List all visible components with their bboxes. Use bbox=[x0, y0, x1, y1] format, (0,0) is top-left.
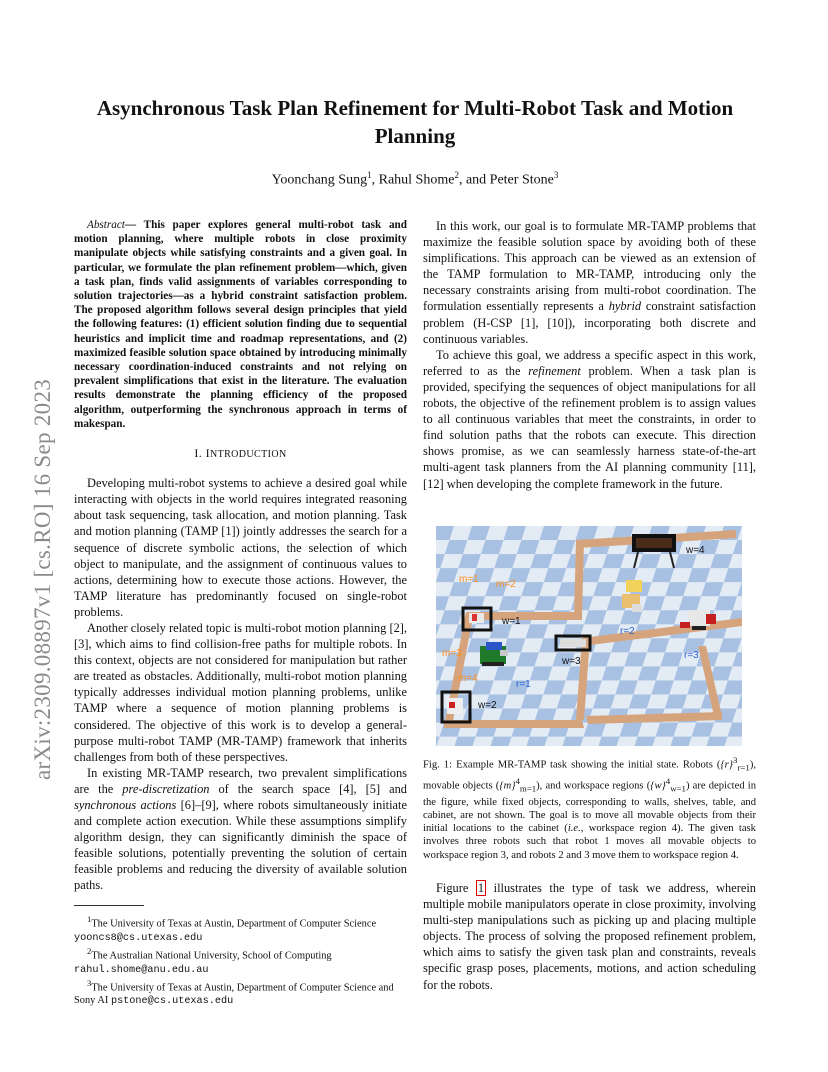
figure-1-caption bbox=[423, 754, 756, 862]
section-rest: NTRODUCTION bbox=[209, 449, 287, 461]
emphasis: synchronous actions bbox=[74, 798, 177, 813]
affiliation-mark: 1 bbox=[367, 170, 372, 180]
abstract-dash: — bbox=[124, 219, 144, 231]
abstract bbox=[74, 218, 407, 431]
footnote-mark: 2 bbox=[87, 945, 92, 956]
footnote-3 bbox=[74, 977, 407, 1009]
footnote-text: The University of Texas at Austin, Department of Computer Science and Sony AI bbox=[74, 982, 394, 1007]
math: {w} bbox=[650, 780, 666, 792]
footnote-2 bbox=[74, 945, 407, 977]
label-w3: w=3 bbox=[562, 656, 581, 667]
math-superscript: 3 bbox=[733, 755, 738, 765]
text-run: , workspace region 4). The given task involves three robots such that robot 1 moves all movable objects to workspace region 3, and robots 2 and 3 move them to workspace region 4. bbox=[423, 823, 756, 861]
text-run: problem. When a task plan is provided, specifying the sequences of object manipulations for all robots, the objective of the refinement problem is to assign values to all continuous variables that meet the constraints, in order to find solution paths that the robots can execute. This direction shows promise, as we can seamlessly harness state-of-the-art multi-agent task planners from the AI planning community [11], [12] when developing the complete framework in the future. bbox=[423, 363, 756, 491]
math-subscript: r=1 bbox=[737, 762, 750, 773]
abstract-text: This paper explores general multi-robot task and motion planning, where multiple robots in close proximity manipulate objects while satisfying constraints and a given goal. In particular, we formulate the plan refinement problem—which, given a task plan, finds valid assignments of variables corresponding to solution trajectories—as a hybrid constraint satisfaction problem. The proposed algorithm follows several design principles that yield the following features: (1) efficient solution finding due to sequential heuristics and implicit time and roadmap representations, and (2) maximized feasible solution space obtained by introducing minimally necessary coordination-induced constraints and not relying on prevalent simplifications that exist in the literature. The evaluation results demonstrate the planning efficiency of the proposed algorithm, outperforming the synchronous approach in terms of makespan. bbox=[74, 219, 407, 430]
right-paragraph-1 bbox=[423, 218, 756, 347]
abstract-label: Abstract bbox=[87, 219, 125, 231]
author-name: Peter Stone bbox=[489, 172, 554, 188]
label-w4: w=4 bbox=[686, 545, 705, 556]
text-run: ), movable objects ( bbox=[423, 759, 756, 792]
author-name: Rahul Shome bbox=[378, 172, 455, 188]
label-m4: m=4 bbox=[458, 673, 478, 684]
text-run: Example MR-TAMP task showing the initial state. Robots ( bbox=[456, 759, 721, 771]
footnote-email[interactable]: rahul.shome@anu.edu.au bbox=[74, 964, 209, 976]
label-m3: m=3 bbox=[442, 648, 462, 659]
emphasis: refinement bbox=[528, 363, 581, 378]
author-name: Yoonchang Sung bbox=[271, 172, 368, 188]
author-separator: , bbox=[371, 172, 379, 188]
paper-title: Asynchronous Task Plan Refinement for Multi-Robot Task and Motion Planning bbox=[96, 96, 734, 148]
section-first-letter: I bbox=[205, 446, 210, 461]
right-column bbox=[423, 218, 756, 492]
intro-paragraph-3 bbox=[74, 765, 407, 894]
right-paragraph-3 bbox=[423, 880, 756, 993]
text-run: illustrates the type of task we address, wherein multiple mobile manipulators operate in close proximity, involving multi-step manipulations such as picking up and placing multiple objects. The process of solving the proposed refinement problem, which aims to satisfy the given task plan and constraints, reveals specific grasp poses, placements, motions, and action scheduling for the robots. bbox=[423, 881, 756, 992]
arxiv-stamp-text: arXiv:2309.08897v1 [cs.RO] 16 Sep 2023 bbox=[30, 378, 55, 780]
footnote-email[interactable]: yooncs8@cs.utexas.edu bbox=[74, 932, 203, 944]
figure-reference-paragraph bbox=[423, 880, 756, 993]
text-run: ) are depicted in the figure, while fixed objects, corresponding to walls, shelves, table, and cabinet, are not shown. The goal is to move all movable objects from their initial locations to the cabinet ( bbox=[423, 780, 757, 835]
section-number: I. bbox=[194, 446, 206, 461]
label-w1: w=1 bbox=[502, 616, 521, 627]
footnote-email[interactable]: pstone@cs.utexas.edu bbox=[110, 996, 234, 1008]
footnote-text: The Australian National University, School of Computing bbox=[91, 950, 332, 962]
emphasis: i.e. bbox=[567, 823, 581, 835]
figure-1-scene bbox=[436, 526, 742, 746]
right-paragraph-2 bbox=[423, 347, 756, 492]
footnotes bbox=[74, 913, 407, 1009]
math-superscript: 4 bbox=[515, 775, 520, 786]
math: {r} bbox=[720, 759, 734, 771]
footnote-mark: 1 bbox=[87, 914, 92, 924]
affiliation-mark: 2 bbox=[454, 170, 459, 180]
text-run: of the search space [4], [5] and bbox=[209, 781, 407, 796]
arxiv-stamp-svg bbox=[20, 160, 60, 800]
emphasis: hybrid bbox=[608, 299, 642, 314]
intro-paragraph-1: Developing multi-robot systems to achieve a desired goal while interacting with objects in the world requires integrated reasoning about task sequencing, task allocation, and motion planning. Task and motion planning (TAMP [1]) jointly addresses the search for a sequence of discrete symbolic actions, the selection of which object to manipulate, and the assignment of continuous values to actions, determining how to execute those actions. However, the TAMP literature has predominantly focused on single-robot problems. bbox=[74, 476, 407, 619]
label-r1: r=1 bbox=[516, 679, 531, 690]
text-run: In existing MR-TAMP research, two prevalent simplifications are the bbox=[74, 765, 407, 796]
author-separator: , and bbox=[458, 172, 490, 188]
label-r2: r=2 bbox=[620, 626, 635, 637]
text-run: Figure bbox=[436, 881, 476, 895]
left-column bbox=[74, 218, 407, 894]
author-line bbox=[60, 170, 770, 189]
caption-label: Fig. 1: bbox=[423, 759, 457, 771]
math-superscript: 4 bbox=[665, 775, 671, 786]
section-heading-introduction bbox=[74, 445, 407, 463]
text-run: ), and workspace regions ( bbox=[536, 780, 651, 792]
text-run: constraint satisfaction problem (H-CSP [1], [10]), incorporating both discrete and continuous variables. bbox=[423, 299, 756, 346]
text-run: To achieve this goal, we address a specific aspect in this work, referred to as the bbox=[423, 347, 756, 378]
footnote-text: The University of Texas at Austin, Department of Computer Science bbox=[91, 918, 377, 930]
figure-reference-link[interactable]: 1 bbox=[477, 881, 485, 895]
intro-paragraph-2: Another closely related topic is multi-robot motion planning [2], [3], which aims to find collision-free paths for multiple robots. In this context, objects are not considered for manipulation but rather are treated as obstacles. Additionally, multi-robot motion planning typically addresses individual motion planning problems, unlike TAMP where a sequence of motion planning problems is considered. The objective of this work is to develop a general-purpose multi-robot TAMP (MR-TAMP) framework that inherits challenges from both of these perspectives. bbox=[74, 620, 407, 764]
label-m1: m=1 bbox=[459, 574, 479, 585]
arxiv-stamp bbox=[20, 160, 60, 800]
footnote-mark: 3 bbox=[87, 977, 92, 988]
text-run: [6]–[9], where robots simultaneously initiate and complete action execution. While these assumptions simplify algorithm design, they can significantly diminish the space of feasible solutions, potentially preventing the solution of certain feasible problems and reducing the diversity of available solution paths. bbox=[74, 798, 407, 893]
math-subscript: m=1 bbox=[519, 783, 537, 794]
label-m2: m=2 bbox=[496, 579, 516, 590]
label-w2: w=2 bbox=[478, 700, 497, 711]
figure-1 bbox=[436, 526, 742, 746]
text-run: In this work, our goal is to formulate MR-TAMP problems that maximize the feasible solution space by avoiding both of these simplifications. This approach can be viewed as an extension of the TAMP formulation to MR-TAMP, introducing only the necessary constraints arising from multi-robot coordination. The formulation essentially represents a bbox=[423, 219, 756, 314]
footnote-1 bbox=[74, 913, 407, 945]
footnote-rule bbox=[74, 905, 144, 906]
math-subscript: w=1 bbox=[670, 783, 686, 794]
affiliation-mark: 3 bbox=[553, 170, 559, 180]
label-r3: r=3 bbox=[684, 650, 699, 661]
math: {m} bbox=[499, 780, 516, 792]
emphasis: pre-discretization bbox=[122, 781, 210, 796]
